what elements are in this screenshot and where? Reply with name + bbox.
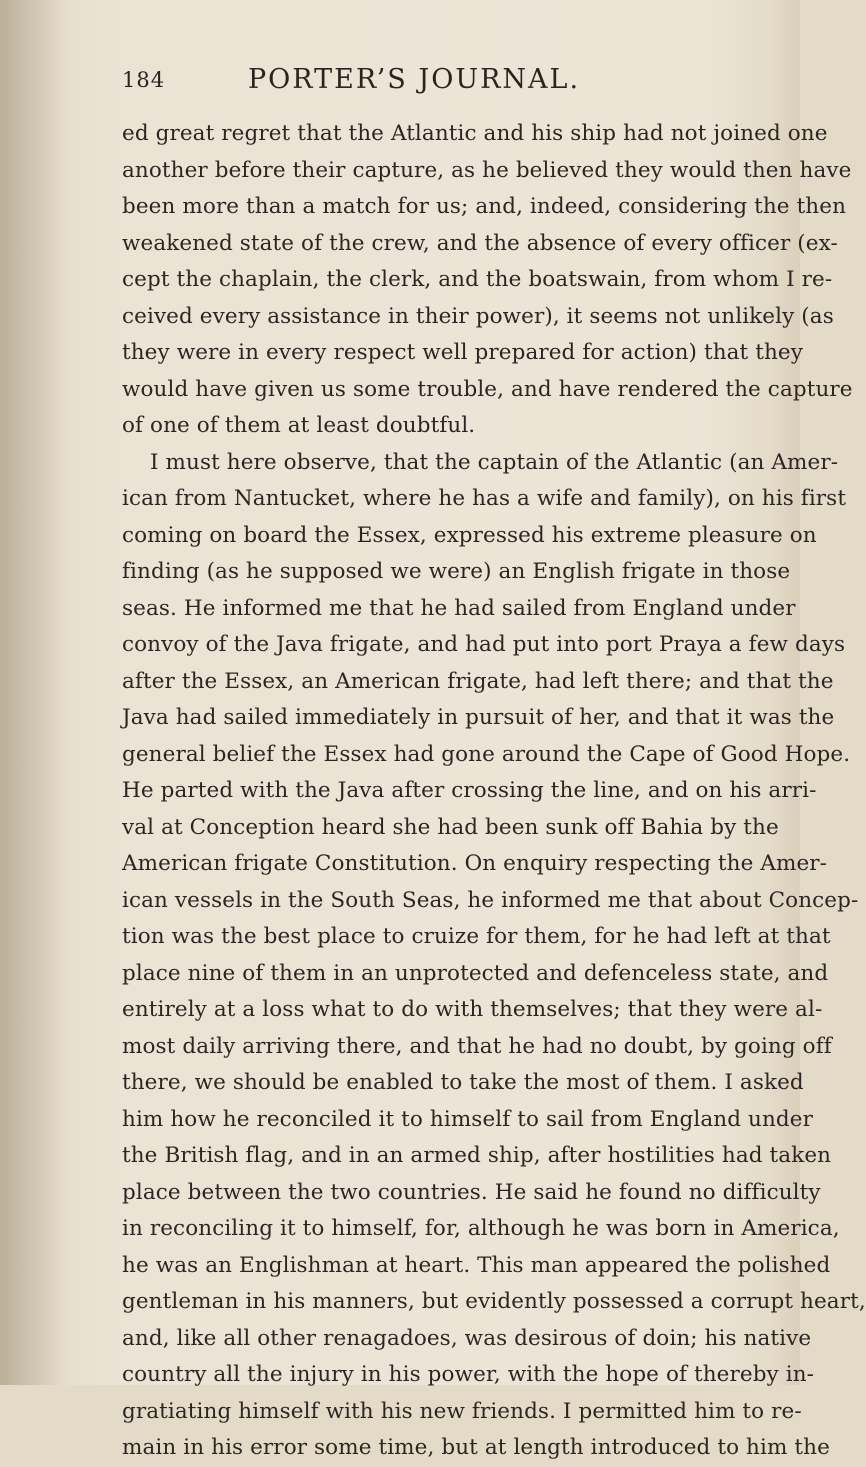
page-header [0, 64, 800, 104]
text-line: place between the two countries. He said he found no difficulty [122, 1179, 821, 1205]
gutter-shadow [0, 0, 70, 1385]
text-line: the British flag, and in an armed ship, after hostilities had taken [122, 1143, 832, 1168]
text-line: would have given us some trouble, and have rendered the capture [122, 376, 853, 402]
text-line: gentleman in his manners, but evidently possessed a corrupt heart, [122, 1289, 866, 1314]
text-line: after the Essex, an American frigate, had left there; and that the [122, 668, 834, 694]
text-line: ceived every assistance in their power), it seems not unlikely (as [122, 303, 834, 329]
body-text [122, 116, 866, 1467]
text-line: weakened state of the crew, and the absence of every officer (ex- [122, 230, 838, 256]
page-number: 184 [122, 68, 166, 92]
text-line: cept the chaplain, the clerk, and the boatswain, from whom I re- [122, 267, 833, 292]
text-line: he was an Englishman at heart. This man appeared the polished [122, 1252, 831, 1278]
text-line: seas. He informed me that he had sailed from England under [122, 595, 796, 621]
text-line: place nine of them in an unprotected and defenceless state, and [122, 960, 829, 986]
text-line: convoy of the Java frigate, and had put into port Praya a few days [122, 632, 846, 657]
text-line: coming on board the Essex, expressed his extreme pleasure on [122, 522, 817, 548]
paragraph-start-line: I must here observe, that the captain of the Atlantic (an Amer- [150, 449, 839, 475]
text-line: He parted with the Java after crossing the line, and on his arri- [122, 778, 817, 803]
text-line: him how he reconciled it to himself to sail from England under [122, 1106, 813, 1132]
text-line: been more than a match for us; and, indeed, considering the then [122, 194, 847, 219]
text-line: val at Conception heard she had been sunk off Bahia by the [122, 814, 779, 840]
text-line: ed great regret that the Atlantic and his ship had not joined one [122, 121, 828, 146]
text-line: of one of them at least doubtful. [122, 413, 476, 438]
text-line: ican vessels in the South Seas, he informed me that about Concep- [122, 887, 859, 913]
text-line: entirely at a loss what to do with themselves; that they were al- [122, 997, 823, 1022]
text-line: tion was the best place to cruize for them, for he had left at that [122, 924, 831, 949]
text-line: Java had sailed immediately in pursuit of her, and that it was the [122, 705, 835, 730]
text-line: most daily arriving there, and that he had no doubt, by going off [122, 1033, 832, 1059]
text-line: gratiating himself with his new friends. I permitted him to re- [122, 1398, 802, 1424]
text-line: finding (as he supposed we were) an English frigate in those [122, 559, 791, 584]
text-line: main in his error some time, but at length introduced to him the [122, 1435, 830, 1460]
text-line: American frigate Constitution. On enquiry respecting the Amer- [122, 851, 828, 876]
text-line: and, like all other renagadoes, was desirous of doin; his native [122, 1325, 812, 1351]
text-line: they were in every respect well prepared for action) that they [122, 340, 803, 365]
text-line: ican from Nantucket, where he has a wife and family), on his first [122, 486, 847, 511]
text-line: another before their capture, as he believed they would then have [122, 157, 852, 183]
text-line: in reconciling it to himself, for, although he was born in America, [122, 1216, 840, 1241]
text-line: general belief the Essex had gone around the Cape of Good Hope. [122, 741, 851, 767]
running-head: PORTER’S JOURNAL. [248, 64, 581, 95]
text-line: there, we should be enabled to take the most of them. I asked [122, 1070, 804, 1095]
text-line: country all the injury in his power, with the hope of thereby in- [122, 1362, 815, 1387]
